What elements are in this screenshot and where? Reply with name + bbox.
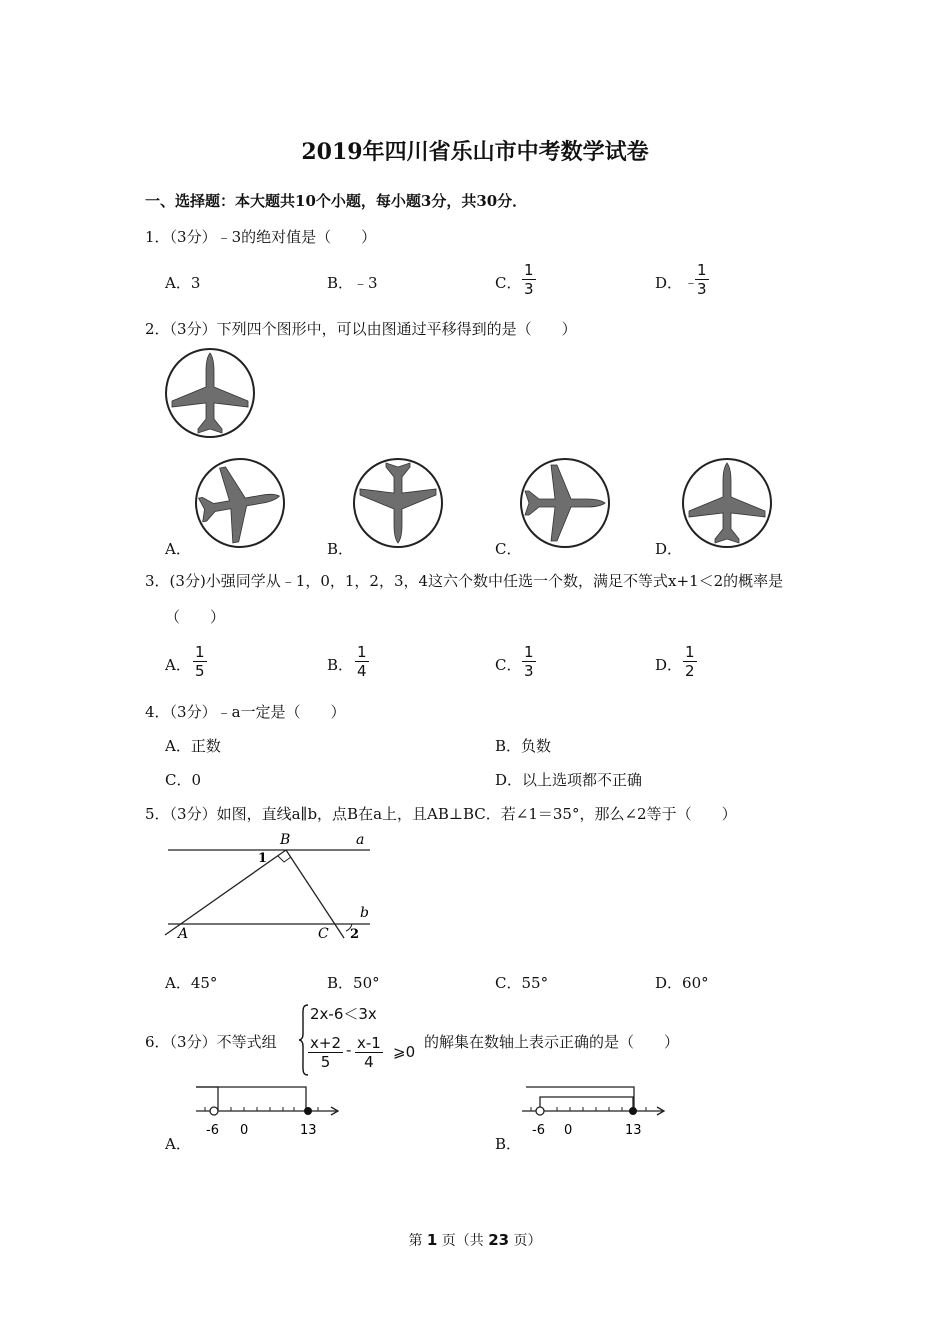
- q6-number-line-a: [190, 1082, 350, 1142]
- line-a-label: a: [356, 832, 365, 848]
- angle-2-label: 2: [350, 927, 360, 942]
- open-point: [536, 1107, 544, 1115]
- fraction-denominator: 3: [697, 280, 707, 298]
- question-4-stem: 4．（3分）﹣a一定是（ ）: [145, 703, 346, 721]
- line-b-label: b: [360, 905, 369, 921]
- point-a-label: A: [178, 926, 189, 942]
- fraction-denominator: 5: [195, 662, 205, 680]
- question-2-stem: 2．（3分）下列四个图形中，可以由图通过平移得到的是（ ）: [145, 320, 577, 338]
- q3-option-b: B．: [327, 656, 354, 674]
- q3-answer-paren: （ ）: [165, 608, 226, 626]
- fraction-numerator: 1: [524, 643, 534, 661]
- point-b-label: B: [280, 832, 291, 848]
- footer-prefix: 第: [408, 1233, 427, 1249]
- q6-number-line-b: [518, 1082, 678, 1142]
- option-a-plane-figure: [194, 459, 286, 548]
- system-fraction-2: [355, 1034, 383, 1071]
- q2-option-c: C．: [495, 540, 522, 558]
- q2-option-a: A．: [165, 540, 191, 558]
- fraction-denominator: 3: [524, 662, 534, 680]
- fraction-denominator: 4: [357, 662, 367, 680]
- q4-option-a: A．正数: [165, 737, 221, 755]
- page-title: 2019年四川省乐山市中考数学试卷: [301, 139, 649, 165]
- question-6-stem-post: 的解集在数轴上表示正确的是（ ）: [424, 1033, 680, 1051]
- q1-option-d-sign: ﹣: [684, 275, 698, 291]
- q3-option-c: C．: [495, 656, 522, 674]
- q3-option-b-fraction: [355, 643, 369, 680]
- segment-bc: [286, 850, 344, 938]
- q5-option-c: C．55°: [495, 974, 549, 992]
- q2-option-d: D．: [655, 540, 683, 558]
- closed-point: [304, 1107, 312, 1115]
- q5-option-a: A．45°: [165, 974, 218, 992]
- fraction-numerator: x+2: [310, 1034, 341, 1052]
- segment-ab: [165, 850, 286, 935]
- fraction-denominator: 4: [364, 1053, 374, 1071]
- total-page-count: 23: [488, 1231, 510, 1249]
- tick-label-neg6: -6: [532, 1123, 545, 1138]
- option-b-plane-figure: [354, 459, 442, 547]
- system-inequality-2-tail: ⩾0: [393, 1043, 416, 1061]
- closed-point: [629, 1107, 637, 1115]
- q5-option-d: D．60°: [655, 974, 709, 992]
- q6-option-b: B．: [495, 1135, 522, 1153]
- page-footer: [0, 1230, 950, 1250]
- open-point: [210, 1107, 218, 1115]
- q1-option-d: D．: [655, 274, 683, 292]
- question-5-stem: 5．（3分）如图，直线a∥b，点B在a上，且AB⊥BC．若∠1＝35°，那么∠2等于（ ）: [145, 805, 737, 823]
- q5-option-b: B．50°: [327, 974, 380, 992]
- fraction-numerator: 1: [697, 261, 707, 279]
- system-fraction-1: [308, 1034, 343, 1071]
- original-plane-figure: [166, 349, 254, 437]
- option-d-plane-figure: [683, 459, 771, 547]
- tick-label-0: 0: [564, 1123, 573, 1138]
- fraction-numerator: 1: [685, 643, 695, 661]
- q1-option-c-fraction: [522, 261, 536, 298]
- question-1-stem: 1．（3分）﹣3的绝对值是（ ）: [145, 228, 377, 246]
- right-angle-mark: [278, 856, 291, 862]
- angle-1-label: 1: [258, 851, 268, 866]
- question-6-stem-pre: 6．（3分）不等式组: [145, 1033, 277, 1051]
- fraction-numerator: 1: [195, 643, 205, 661]
- fraction-numerator: x-1: [357, 1034, 381, 1052]
- q5-geometry-figure: [160, 828, 380, 943]
- q2-option-b: B．: [327, 540, 354, 558]
- q1-option-d-fraction: [695, 261, 709, 298]
- fraction-denominator: 2: [685, 662, 695, 680]
- q1-option-c: C．: [495, 274, 522, 292]
- footer-suffix: 页）: [509, 1233, 542, 1249]
- q4-option-c: C．0: [165, 771, 202, 789]
- current-page-number: 1: [426, 1231, 438, 1249]
- fraction-numerator: 1: [357, 643, 367, 661]
- fraction-numerator: 1: [524, 261, 534, 279]
- q3-option-d: D．: [655, 656, 683, 674]
- q3-option-a-fraction: [193, 643, 207, 680]
- q6-option-a: A．: [165, 1135, 191, 1153]
- system-inequality-1: 2x-6＜3x: [310, 1005, 377, 1023]
- tick-label-13: 13: [300, 1123, 317, 1138]
- q4-option-d: D．以上选项都不正确: [495, 771, 643, 789]
- fraction-denominator: 5: [320, 1053, 331, 1071]
- q3-option-a: A．: [165, 656, 191, 674]
- q1-option-b: B．﹣3: [327, 274, 378, 292]
- tick-label-0: 0: [240, 1123, 249, 1138]
- footer-middle: 页（共: [437, 1233, 489, 1249]
- point-c-label: C: [318, 926, 329, 942]
- q2-figures: [0, 345, 950, 545]
- q4-option-b: B．负数: [495, 737, 552, 755]
- q3-option-d-fraction: [683, 643, 697, 680]
- section-heading: 一、选择题：本大题共10个小题，每小题3分，共30分．: [145, 192, 528, 210]
- system-minus-sign: -: [346, 1041, 352, 1059]
- tick-label-neg6: -6: [206, 1123, 219, 1138]
- fraction-denominator: 3: [524, 280, 534, 298]
- question-3-stem: 3．(3分)小强同学从﹣1，0，1，2，3，4这六个数中任选一个数，满足不等式x+1＜2的概率是: [145, 572, 784, 590]
- tick-label-13: 13: [625, 1123, 642, 1138]
- option-c-plane-figure: [521, 459, 609, 547]
- q3-option-c-fraction: [522, 643, 536, 680]
- q1-option-a: A．3: [165, 274, 201, 292]
